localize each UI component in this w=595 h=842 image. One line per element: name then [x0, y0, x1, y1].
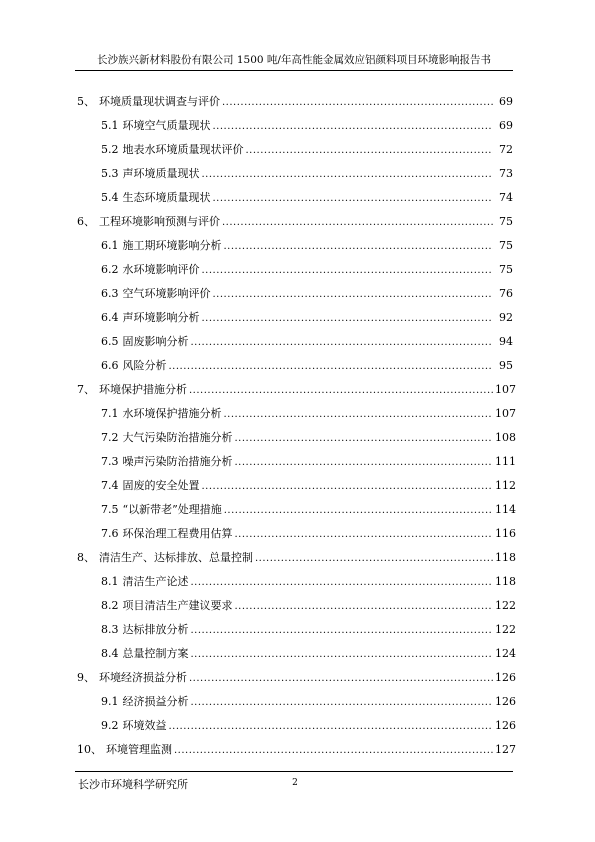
- toc-dot-leader: [191, 335, 494, 351]
- toc-entry-6-4[interactable]: [101, 310, 513, 326]
- toc-entry-number: 6.4: [101, 311, 119, 324]
- toc-entry-title: 大气污染防治措施分析: [122, 431, 233, 444]
- toc-dot-leader: [174, 743, 493, 759]
- toc-entry-page: 74: [499, 191, 513, 204]
- toc-entry-page: 73: [499, 167, 513, 180]
- toc-entry-title: 噪声污染防治措施分析: [122, 455, 233, 468]
- toc-entry-number: 8.3: [101, 623, 119, 636]
- toc-entry-number: 7.1: [101, 407, 119, 420]
- toc-entry-title: 环境效益: [122, 719, 167, 732]
- toc-entry-number: 5.4: [101, 191, 119, 204]
- toc-dot-leader: [224, 503, 493, 519]
- toc-entry-page: 75: [499, 263, 513, 276]
- toc-entry-7-2[interactable]: [101, 430, 516, 446]
- toc-dot-leader: [255, 551, 493, 567]
- toc-entry-6-1[interactable]: [101, 238, 513, 254]
- toc-entry-title: 环境保护措施分析: [99, 383, 187, 396]
- toc-entry-number: 7.4: [101, 479, 119, 492]
- toc-entry-page: 108: [495, 431, 516, 444]
- toc-entry-6-3[interactable]: [101, 286, 513, 302]
- toc-entry-title: 地表水环境质量现状评价: [122, 143, 244, 156]
- toc-entry-page: 92: [499, 311, 513, 324]
- page-number: 2: [292, 778, 298, 788]
- toc-dot-leader: [189, 671, 493, 687]
- toc-entry-10[interactable]: [77, 742, 516, 758]
- toc-entry-title: 环境空气质量现状: [122, 119, 211, 132]
- toc-entry-5-1[interactable]: [101, 118, 513, 134]
- toc-entry-title: 工程环境影响预测与评价: [99, 215, 220, 228]
- toc-entry-title: 声环境影响分析: [122, 311, 200, 324]
- toc-dot-leader: [191, 623, 494, 639]
- page-header: 长沙族兴新材料股份有限公司 1500 吨/年高性能金属效应铝颜料项目环境影响报告书: [97, 54, 491, 66]
- toc-entry-title: 清洁生产论述: [122, 575, 189, 588]
- toc-entry-page: 107: [495, 383, 516, 396]
- toc-entry-7-6[interactable]: [101, 526, 516, 542]
- toc-entry-8-4[interactable]: [101, 646, 516, 662]
- toc-entry-5[interactable]: [77, 94, 513, 110]
- toc-dot-leader: [235, 527, 494, 543]
- toc-entry-8-1[interactable]: [101, 574, 516, 590]
- toc-entry-title: 水环境保护措施分析: [122, 407, 222, 420]
- toc-entry-number: 7.6: [101, 527, 119, 540]
- toc-entry-7-3[interactable]: [101, 454, 516, 470]
- toc-entry-page: 95: [499, 359, 513, 372]
- toc-entry-5-3[interactable]: [101, 166, 513, 182]
- toc-dot-leader: [222, 215, 493, 231]
- toc-entry-page: 94: [499, 335, 513, 348]
- toc-entry-number: 9.2: [101, 719, 119, 732]
- toc-entry-number: 7.5: [101, 503, 119, 516]
- toc-dot-leader: [235, 431, 494, 447]
- toc-entry-title: 环境管理监测: [106, 743, 172, 756]
- toc-entry-number: 7、: [77, 383, 95, 396]
- toc-dot-leader: [202, 263, 494, 279]
- toc-entry-7-1[interactable]: [101, 406, 516, 422]
- toc-entry-page: 75: [499, 239, 513, 252]
- toc-dot-leader: [169, 359, 494, 375]
- toc-entry-title: 总量控制方案: [122, 647, 189, 660]
- toc-entry-title: 风险分析: [122, 359, 167, 372]
- toc-entry-number: 8.2: [101, 599, 119, 612]
- toc-dot-leader: [224, 407, 494, 423]
- toc-dot-leader: [202, 167, 494, 183]
- toc-entry-title: 固废的安全处置: [122, 479, 200, 492]
- toc-entry-title: 经济损益分析: [122, 695, 189, 708]
- toc-entry-title: 生态环境质量现状: [122, 191, 211, 204]
- toc-dot-leader: [213, 119, 494, 135]
- toc-entry-page: 118: [495, 575, 516, 588]
- toc-entry-page: 69: [499, 95, 513, 108]
- toc-dot-leader: [191, 647, 494, 663]
- toc-entry-title: 清洁生产、达标排放、总量控制: [99, 551, 253, 564]
- toc-entry-number: 6.5: [101, 335, 119, 348]
- toc-entry-9-2[interactable]: [101, 718, 516, 734]
- toc-entry-number: 9.1: [101, 695, 119, 708]
- toc-entry-number: 10、: [77, 743, 102, 756]
- toc-entry-number: 7.2: [101, 431, 119, 444]
- toc-dot-leader: [202, 311, 494, 327]
- toc-entry-6-6[interactable]: [101, 358, 513, 374]
- toc-entry-page: 126: [495, 671, 516, 684]
- toc-dot-leader: [213, 287, 494, 303]
- toc-entry-number: 6.1: [101, 239, 119, 252]
- toc-dot-leader: [246, 143, 494, 159]
- toc-entry-9[interactable]: [77, 670, 516, 686]
- toc-entry-6-2[interactable]: [101, 262, 513, 278]
- toc-entry-title: 空气环境影响评价: [122, 287, 211, 300]
- toc-entry-title: 项目清洁生产建议要求: [122, 599, 233, 612]
- toc-entry-page: 124: [495, 647, 516, 660]
- toc-entry-page: 127: [495, 743, 516, 756]
- toc-entry-title: 水环境影响评价: [122, 263, 200, 276]
- toc-entry-title: 环境经济损益分析: [99, 671, 187, 684]
- toc-entry-page: 116: [495, 527, 516, 540]
- toc-entry-6-5[interactable]: [101, 334, 513, 350]
- toc-entry-number: 5.2: [101, 143, 119, 156]
- toc-entry-page: 107: [495, 407, 516, 420]
- toc-entry-7-5[interactable]: [101, 502, 516, 518]
- toc-dot-leader: [191, 695, 494, 711]
- footer-organization: 长沙市环境科学研究所: [78, 778, 188, 791]
- toc-entry-number: 6.3: [101, 287, 119, 300]
- toc-entry-title: 施工期环境影响分析: [122, 239, 222, 252]
- toc-entry-number: 5.1: [101, 119, 119, 132]
- toc-entry-number: 7.3: [101, 455, 119, 468]
- toc-entry-title: “以新带老”处理措施: [122, 503, 222, 516]
- toc-entry-page: 72: [499, 143, 513, 156]
- toc-entry-title: 达标排放分析: [122, 623, 189, 636]
- toc-entry-number: 6.2: [101, 263, 119, 276]
- toc-entry-page: 76: [499, 287, 513, 300]
- toc-entry-number: 8.1: [101, 575, 119, 588]
- toc-entry-8-3[interactable]: [101, 622, 516, 638]
- toc-dot-leader: [189, 383, 493, 399]
- toc-entry-page: 114: [495, 503, 516, 516]
- toc-entry-page: 126: [495, 695, 516, 708]
- toc-entry-number: 6、: [77, 215, 95, 228]
- toc-dot-leader: [235, 599, 494, 615]
- toc-entry-7-4[interactable]: [101, 478, 516, 494]
- toc-entry-5-2[interactable]: [101, 142, 513, 158]
- toc-dot-leader: [213, 191, 494, 207]
- toc-entry-number: 6.6: [101, 359, 119, 372]
- toc-dot-leader: [202, 479, 494, 495]
- toc-entry-title: 环境质量现状调查与评价: [99, 95, 220, 108]
- toc-dot-leader: [222, 95, 493, 111]
- toc-entry-page: 111: [495, 455, 516, 468]
- toc-dot-leader: [235, 455, 494, 471]
- toc-entry-page: 112: [495, 479, 516, 492]
- toc-entry-title: 环保治理工程费用估算: [122, 527, 233, 540]
- toc-entry-number: 8、: [77, 551, 95, 564]
- toc-entry-9-1[interactable]: [101, 694, 516, 710]
- toc-entry-8-2[interactable]: [101, 598, 516, 614]
- toc-entry-page: 126: [495, 719, 516, 732]
- toc-entry-page: 69: [499, 119, 513, 132]
- toc-entry-number: 5、: [77, 95, 95, 108]
- toc-entry-page: 122: [495, 623, 516, 636]
- toc-entry-8[interactable]: [77, 550, 516, 566]
- footer-divider: [75, 771, 513, 772]
- toc-entry-7[interactable]: [77, 382, 516, 398]
- toc-entry-page: 122: [495, 599, 516, 612]
- toc-entry-5-4[interactable]: [101, 190, 513, 206]
- toc-dot-leader: [224, 239, 494, 255]
- toc-entry-number: 9、: [77, 671, 95, 684]
- toc-entry-page: 75: [499, 215, 513, 228]
- toc-dot-leader: [191, 575, 494, 591]
- toc-dot-leader: [169, 719, 494, 735]
- toc-entry-6[interactable]: [77, 214, 513, 230]
- toc-entry-number: 8.4: [101, 647, 119, 660]
- toc-entry-number: 5.3: [101, 167, 119, 180]
- toc-entry-page: 118: [495, 551, 516, 564]
- toc-entry-title: 声环境质量现状: [122, 167, 200, 180]
- toc-entry-title: 固废影响分析: [122, 335, 189, 348]
